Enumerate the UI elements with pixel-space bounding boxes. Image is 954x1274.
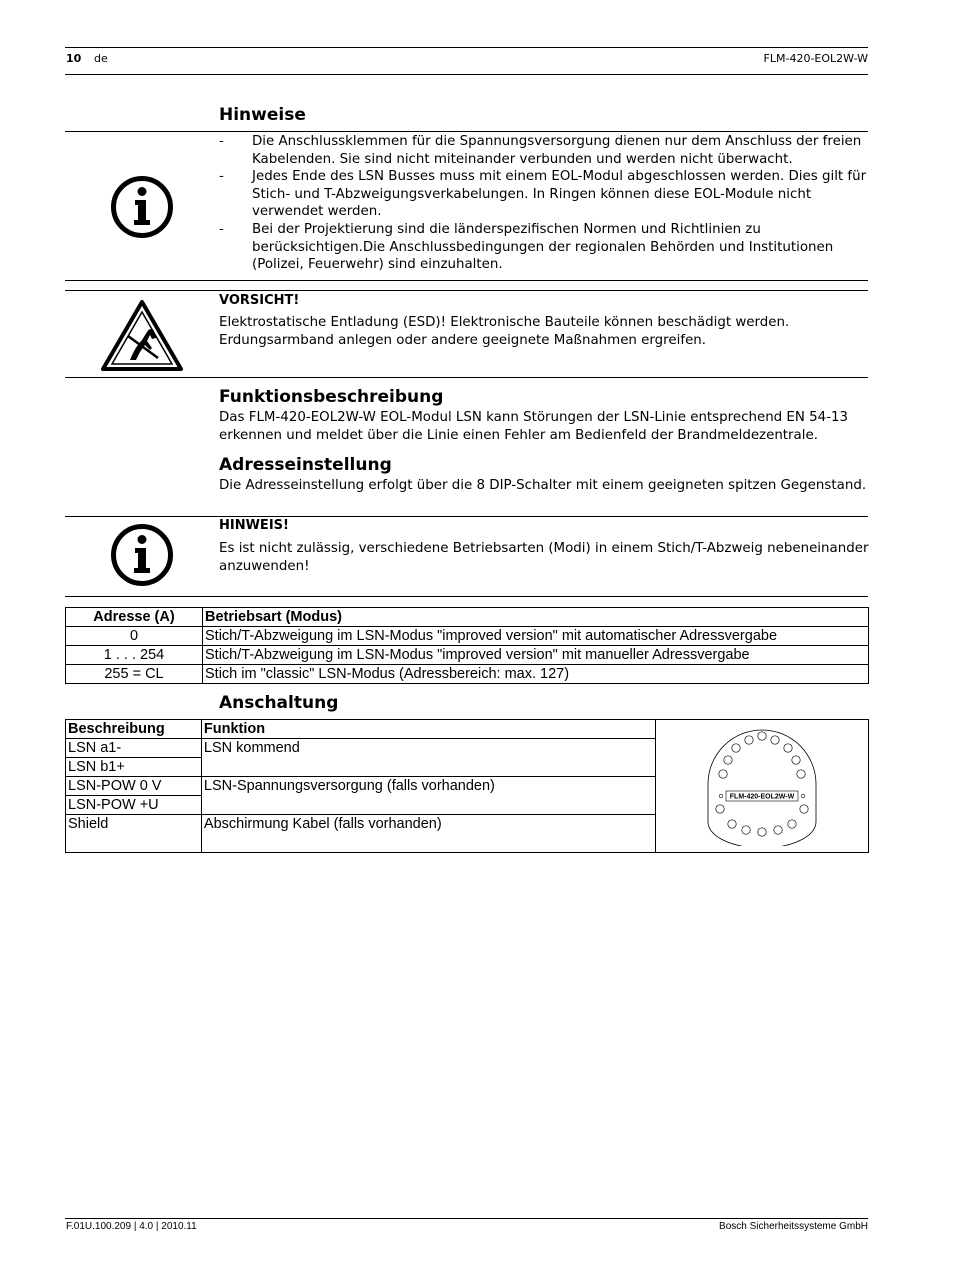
table-cell: LSN b1+ — [66, 758, 202, 777]
list-item: - Jedes Ende des LSN Busses muss mit einem EOL-Modul abgeschlossen werden. Dies gilt für Stich- und T-Abzweigungsverkabelungen. In Ringen können diese EOL-Module nicht verwendet werden. — [219, 169, 867, 220]
table-cell: 255 = CL — [66, 665, 203, 684]
footer-rule — [65, 1218, 868, 1219]
hinweise-bottom-rule — [65, 280, 868, 281]
table-cell: LSN-POW 0 V — [66, 777, 202, 796]
section-title-funktion: Funktionsbeschreibung — [219, 387, 444, 407]
table-cell: 0 — [66, 627, 203, 646]
section-title-hinweise: Hinweise — [219, 105, 306, 125]
list-item: - Bei der Projektierung sind die länderspezifischen Normen und Richtlinien zu berücksichtigen.Die Anschlussbedingungen der regionalen Behörden und Institutionen (Polizei, Feuerwehr) sind einzuhalten. — [219, 221, 834, 273]
address-table — [65, 607, 869, 684]
wiring-table — [65, 719, 869, 853]
diagram-label: FLM-420-EOL2W-W — [729, 793, 795, 801]
esd-warning-icon — [100, 298, 184, 376]
table-header-row — [66, 608, 869, 627]
table-cell: LSN a1- — [66, 739, 202, 758]
table-row — [66, 646, 869, 665]
table-cell: Stich/T-Abzweigung im LSN-Modus "improved version" mit automatischer Adressvergabe — [203, 627, 869, 646]
table-row — [66, 627, 869, 646]
hinweis-text: Es ist nicht zulässig, verschiedene Betriebsarten (Modi) in einem Stich/T-Abzweig nebeneinander anzuwenden! — [219, 541, 869, 574]
header-doc-title: FLM-420-EOL2W-W — [763, 52, 868, 65]
adresse-text: Die Adresseinstellung erfolgt über die 8 DIP-Schalter mit einem geeigneten spitzen Gegenstand. — [219, 478, 867, 493]
table-header-row — [66, 720, 869, 739]
table-cell: 1 . . . 254 — [66, 646, 203, 665]
section-title-adresse: Adresseinstellung — [219, 455, 392, 475]
hinweis-label: HINWEIS! — [219, 518, 289, 533]
info-icon — [110, 523, 174, 591]
vorsicht-top-rule — [65, 290, 868, 291]
table-header-cell: Beschreibung — [66, 720, 202, 739]
footer-doc-info: F.01U.100.209 | 4.0 | 2010.11 — [66, 1221, 197, 1232]
funktion-text: Das FLM-420-EOL2W-W EOL-Modul LSN kann Störungen der LSN-Linie entsprechend EN 54-13 erkennen und meldet über die Linie einen Fehler am Bedienfeld der Brandmeldezentrale. — [219, 410, 849, 443]
table-cell: LSN kommend — [201, 739, 655, 777]
hinweis-bottom-rule — [65, 596, 868, 597]
page-number: 10 — [66, 52, 82, 65]
table-row — [66, 665, 869, 684]
list-item: - Die Anschlussklemmen für die Spannungsversorgung dienen nur dem Anschluss der freien Kabelenden. Sie sind nicht miteinander verbunden und werden nicht überwacht. — [219, 134, 862, 167]
vorsicht-text: Elektrostatische Entladung (ESD)! Elektronische Bauteile können beschädigt werden. Erdungsarmband anlegen oder andere geeignete Maßnahmen ergreifen. — [219, 315, 790, 348]
page-language: de — [94, 52, 108, 65]
info-icon — [110, 175, 174, 243]
table-cell: Stich/T-Abzweigung im LSN-Modus "improved version" mit manueller Adressvergabe — [203, 646, 869, 665]
table-cell: LSN-Spannungsversorgung (falls vorhanden) — [201, 777, 655, 815]
vorsicht-label: VORSICHT! — [219, 293, 300, 308]
table-header-cell: Betriebsart (Modus) — [203, 608, 869, 627]
table-header-cell: Adresse (A) — [66, 608, 203, 627]
header-top-rule — [65, 47, 868, 48]
table-header-cell: Funktion — [201, 720, 655, 739]
table-cell: Shield — [66, 815, 202, 853]
table-cell: Abschirmung Kabel (falls vorhanden) — [201, 815, 655, 853]
hinweis-top-rule — [65, 516, 868, 517]
header-bottom-rule — [65, 74, 868, 75]
module-diagram-cell — [656, 720, 869, 853]
footer-company: Bosch Sicherheitssysteme GmbH — [719, 1221, 868, 1232]
table-cell: LSN-POW +U — [66, 796, 202, 815]
hinweise-list — [219, 133, 869, 274]
section-title-anschaltung: Anschaltung — [219, 693, 339, 713]
module-terminal-diagram — [702, 726, 822, 846]
vorsicht-bottom-rule — [65, 377, 868, 378]
hinweise-top-rule — [65, 131, 868, 132]
table-cell: Stich im "classic" LSN-Modus (Adressbereich: max. 127) — [203, 665, 869, 684]
